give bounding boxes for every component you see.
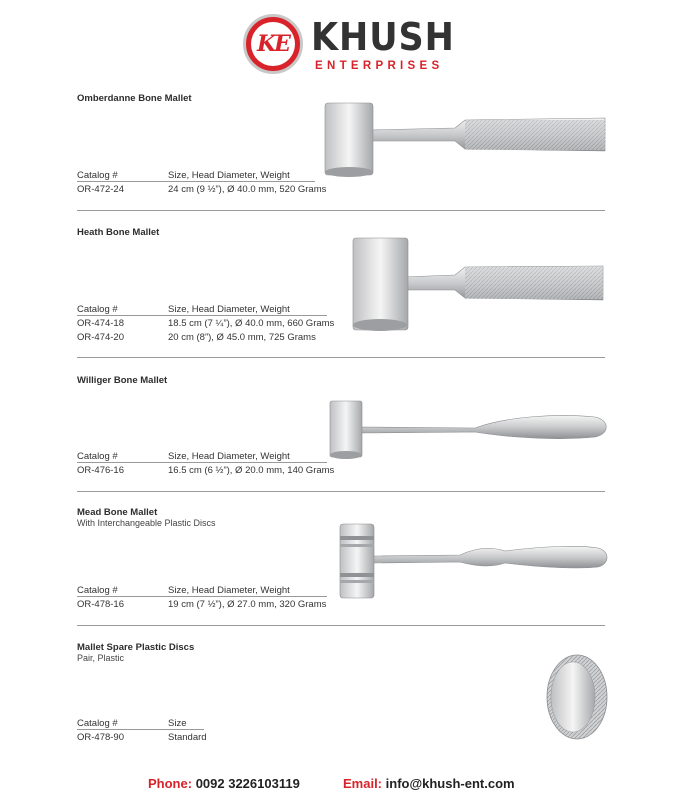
- section-divider: [77, 210, 605, 211]
- catalog-number: OR-474-20: [77, 332, 124, 343]
- spec-value: 16.5 cm (6 ½”), Ø 20.0 mm, 140 Grams: [168, 465, 335, 476]
- mead-mallet-image: [330, 518, 615, 603]
- catalog-header: Catalog #: [77, 585, 118, 596]
- catalog-header: Catalog #: [77, 304, 118, 315]
- spec-header: Size, Head Diameter, Weight: [168, 451, 290, 462]
- plastic-disc-image: [545, 652, 610, 742]
- email-contact: [343, 776, 515, 791]
- catalog-number: OR-472-24: [77, 184, 124, 195]
- williger-mallet-image: [325, 395, 615, 465]
- catalog-number: OR-474-18: [77, 318, 124, 329]
- size-value: Standard: [168, 732, 207, 743]
- email-label: Email:: [343, 776, 383, 791]
- brand-name: KHUSH: [311, 15, 455, 59]
- spec-header: Size, Head Diameter, Weight: [168, 585, 290, 596]
- logo-badge: [243, 14, 303, 74]
- header-rule: [77, 462, 327, 463]
- brand-logo: [243, 12, 455, 78]
- header-rule: [77, 181, 315, 182]
- section-divider: [77, 491, 605, 492]
- section-divider: [77, 625, 605, 626]
- product-title: Heath Bone Mallet: [77, 227, 160, 238]
- spec-value: 19 cm (7 ½”), Ø 27.0 mm, 320 Grams: [168, 599, 327, 610]
- catalog-header: Catalog #: [77, 451, 118, 462]
- section-divider: [77, 357, 605, 358]
- product-title: Williger Bone Mallet: [77, 375, 168, 386]
- product-subtitle: Pair, Plastic: [77, 653, 125, 663]
- product-title: Mallet Spare Plastic Discs: [77, 642, 195, 653]
- spec-header: Size, Head Diameter, Weight: [168, 304, 290, 315]
- email-address[interactable]: info@khush-ent.com: [385, 776, 515, 791]
- heath-mallet-image: [345, 235, 615, 335]
- logo-badge-text: KE: [251, 22, 295, 66]
- phone-number[interactable]: 0092 3226103119: [195, 776, 300, 791]
- catalog-number: OR-478-90: [77, 732, 124, 743]
- spec-value: 24 cm (9 ½”), Ø 40.0 mm, 520 Grams: [168, 184, 327, 195]
- product-title: Mead Bone Mallet: [77, 507, 158, 518]
- header-rule: [77, 729, 204, 730]
- product-title: Omberdanne Bone Mallet: [77, 93, 192, 104]
- product-subtitle: With Interchangeable Plastic Discs: [77, 518, 216, 528]
- phone-contact: [148, 776, 300, 791]
- header-rule: [77, 596, 327, 597]
- catalog-header: Catalog #: [77, 170, 118, 181]
- catalog-number: OR-478-16: [77, 599, 124, 610]
- spec-value: 20 cm (8”), Ø 45.0 mm, 725 Grams: [168, 332, 316, 343]
- phone-label: Phone:: [148, 776, 193, 791]
- catalog-header: Catalog #: [77, 718, 118, 729]
- header-rule: [77, 315, 327, 316]
- catalog-number: OR-476-16: [77, 465, 124, 476]
- spec-value: 18.5 cm (7 ¼”), Ø 40.0 mm, 660 Grams: [168, 318, 335, 329]
- spec-header: Size, Head Diameter, Weight: [168, 170, 290, 181]
- omberdanne-mallet-image: [315, 95, 615, 185]
- brand-tagline: ENTERPRISES: [315, 60, 444, 72]
- size-header: Size: [168, 718, 187, 729]
